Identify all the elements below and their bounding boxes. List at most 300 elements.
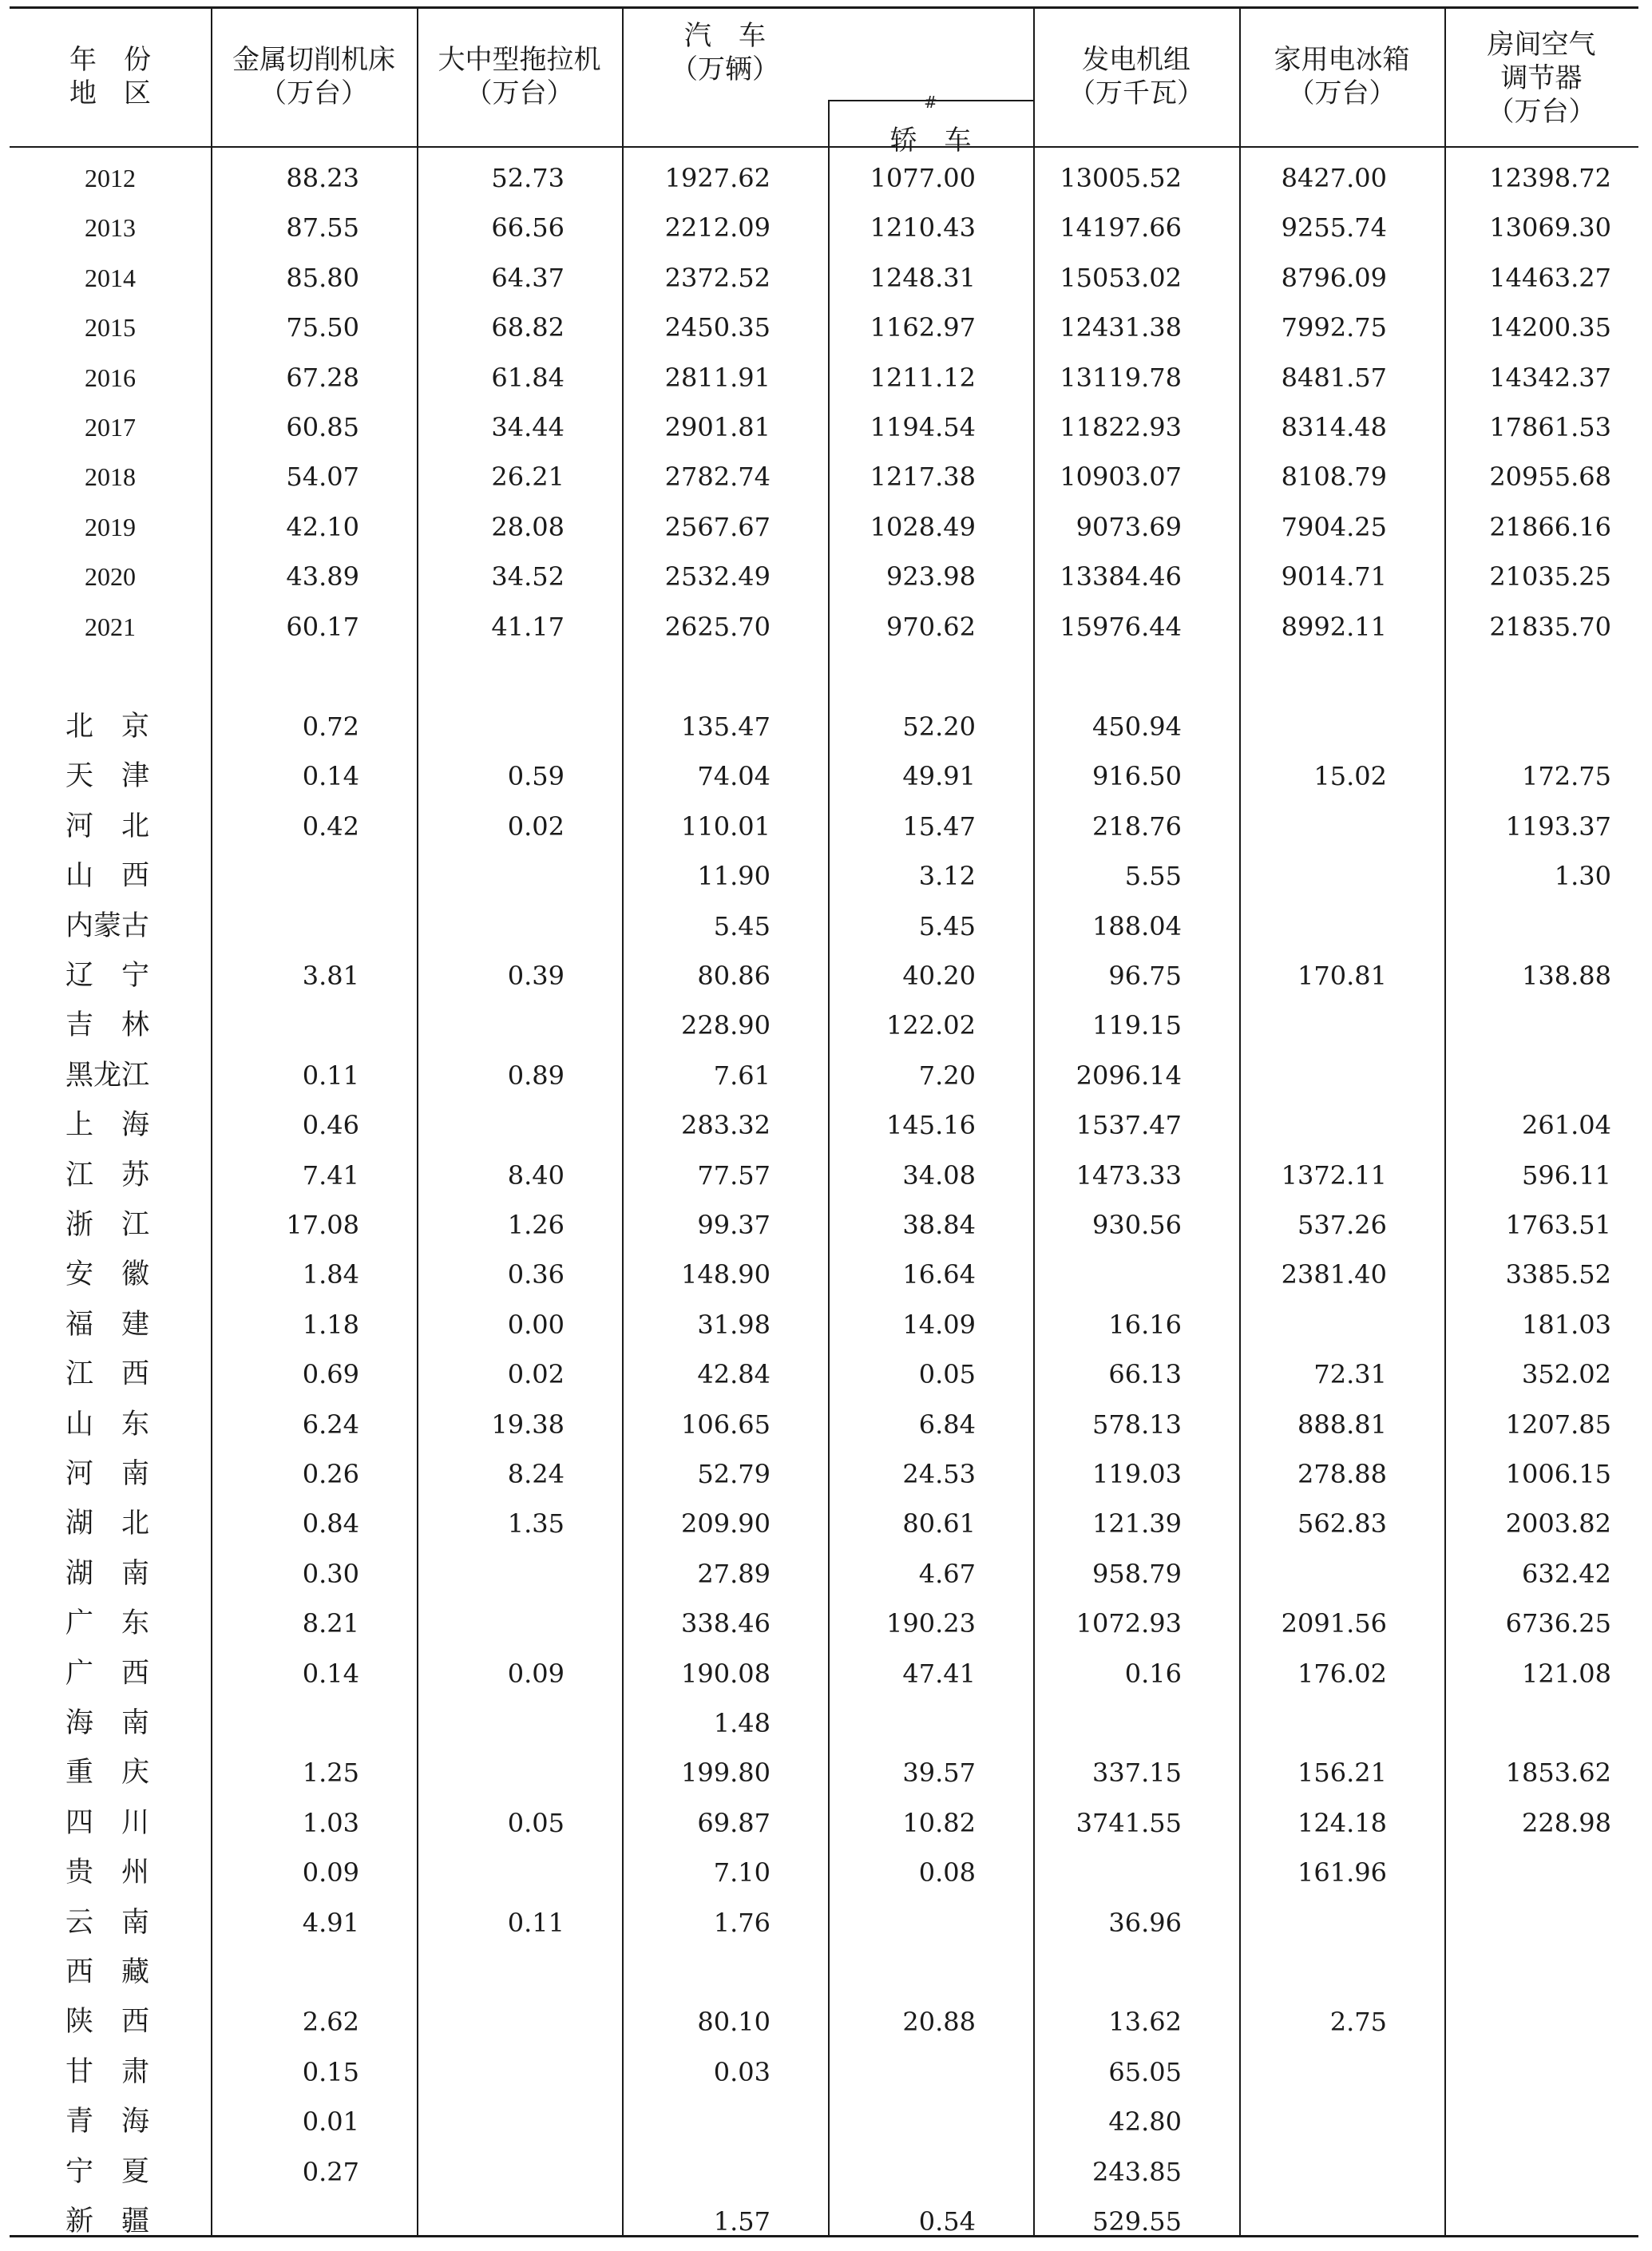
table-cell-cars: 49.91 [902,761,976,792]
region-label: 重 庆 [65,1757,150,1789]
table-cell-generator-sets: 10903.07 [1060,462,1182,493]
table-cell-generator-sets [1033,1948,1182,1997]
table-cell-refrigerators [1239,1898,1387,1948]
table-cell-refrigerators: 161.96 [1297,1857,1387,1888]
table-cell-air-conditioners: 21035.25 [1489,561,1611,592]
table-cell-automobiles: 1.57 [713,2206,771,2237]
table-cell-automobiles: 7.10 [713,1857,771,1888]
table-cell-refrigerators [1239,2197,1387,2246]
table-cell-metal-cutting-machines: 1.84 [302,1259,359,1290]
table-cell-generator-sets: 2096.14 [1076,1060,1182,1091]
table-cell-automobiles: 209.90 [681,1508,771,1540]
table-cell-tractors: 0.05 [507,1807,565,1838]
table-cell-tractors: 34.44 [491,412,565,442]
table-cell-refrigerators [1239,1698,1387,1748]
table-cell-air-conditioners: 3385.52 [1505,1259,1611,1290]
table-cell-refrigerators [1239,1948,1387,1997]
region-label: 江 苏 [65,1159,150,1191]
table-cell-automobiles: 2532.49 [664,561,771,592]
table-cell-automobiles [622,2147,771,2197]
table-cell-automobiles: 148.90 [681,1259,771,1290]
table-cell-air-conditioners [1444,902,1611,951]
table-cell-metal-cutting-machines: 0.42 [302,810,359,842]
table-cell-automobiles: 110.01 [681,810,771,842]
table-cell-metal-cutting-machines: 60.85 [286,412,359,442]
region-label: 吉 林 [65,1009,150,1042]
table-cell-cars: 1028.49 [870,511,976,542]
table-cell-metal-cutting-machines: 1.03 [302,1807,359,1838]
header-refrigerators [1239,13,1444,141]
table-cell-air-conditioners [1444,1051,1611,1100]
table-cell-metal-cutting-machines: 1.18 [302,1309,359,1340]
header-line [890,90,972,157]
table-cell-refrigerators [1239,902,1387,951]
region-label: 安 徽 [65,1258,150,1291]
table-cell-tractors: 0.36 [507,1259,565,1290]
table-cell-cars: 1248.31 [870,262,976,293]
table-cell-tractors: 34.52 [491,561,565,592]
table-cell-cars: 1162.97 [870,312,976,343]
table-cell-automobiles: 1.48 [713,1708,771,1738]
table-cell-metal-cutting-machines: 0.84 [302,1508,359,1540]
table-cell-metal-cutting-machines: 0.09 [302,1857,359,1888]
table-cell-tractors [417,1997,565,2047]
region-label: 河 北 [65,810,150,842]
table-cell-metal-cutting-machines [211,2197,359,2246]
region-label: 广 西 [65,1657,150,1690]
table-cell-automobiles: 135.47 [681,711,771,742]
table-cell-air-conditioners: 17861.53 [1489,412,1611,442]
table-cell-cars: 24.53 [902,1459,976,1489]
table-cell-cars: 1210.43 [870,212,976,244]
table-cell-automobiles: 74.04 [697,761,771,792]
table-cell-cars: 970.62 [886,611,976,642]
table-cell-metal-cutting-machines: 0.26 [302,1459,359,1489]
table-cell-tractors [417,1948,565,1997]
table-cell-tractors: 0.39 [507,961,565,991]
table-cell-air-conditioners [1444,1848,1611,1897]
header-year-region-line: 地 区 [69,77,151,109]
table-cell-air-conditioners [1444,702,1611,751]
table-cell-air-conditioners [1444,2147,1611,2197]
table-cell-automobiles: 2567.67 [664,511,771,542]
table-cell-automobiles: 7.61 [713,1060,771,1091]
table-cell-cars [828,1948,976,1997]
table-cell-generator-sets: 958.79 [1092,1558,1182,1589]
header-cars-label: 轿 车 [889,125,972,157]
table-cell-air-conditioners [1444,1898,1611,1948]
region-label: 河 南 [65,1458,150,1490]
table-cell-automobiles: 1.76 [713,1907,771,1938]
region-label: 贵 州 [65,1857,150,1889]
table-cell-automobiles: 80.86 [697,961,771,991]
table-cell-air-conditioners: 1207.85 [1505,1409,1611,1440]
table-cell-generator-sets: 450.94 [1092,711,1182,742]
table-cell-air-conditioners: 228.98 [1522,1807,1611,1838]
table-cell-automobiles: 228.90 [681,1010,771,1041]
table-cell-air-conditioners: 261.04 [1522,1110,1611,1141]
table-cell-metal-cutting-machines [211,902,359,951]
table-cell-automobiles: 2212.09 [664,212,771,244]
table-cell-generator-sets: 9073.69 [1076,511,1182,542]
table-cell-generator-sets: 13005.52 [1060,163,1182,193]
table-cell-cars [828,2047,976,2097]
table-cell-generator-sets: 916.50 [1092,761,1182,792]
table-cell-refrigerators: 156.21 [1297,1758,1387,1789]
table-cell-cars: 3.12 [918,861,976,892]
table-cell-air-conditioners: 14342.37 [1489,362,1611,393]
table-cell-air-conditioners: 121.08 [1522,1658,1611,1689]
table-cell-refrigerators [1239,2097,1387,2146]
year-label: 2015 [85,313,136,343]
table-cell-tractors: 0.02 [507,1359,565,1390]
year-label: 2019 [85,512,136,541]
table-cell-metal-cutting-machines: 0.69 [302,1359,359,1390]
table-cell-cars: 10.82 [902,1807,976,1838]
table-cell-generator-sets: 930.56 [1092,1210,1182,1240]
table-cell-tractors [417,1599,565,1648]
region-label: 西 藏 [65,1956,150,1988]
table-cell-refrigerators: 2.75 [1329,2007,1387,2038]
table-cell-generator-sets: 1072.93 [1076,1608,1182,1639]
table-cell-automobiles: 106.65 [681,1409,771,1440]
header-line: （万千瓦） [1068,77,1204,109]
header-year-region [10,13,211,141]
table-cell-tractors: 0.09 [507,1658,565,1689]
table-cell-air-conditioners: 21866.16 [1489,511,1611,542]
table-cell-air-conditioners: 21835.70 [1489,611,1611,642]
table-cell-tractors [417,2147,565,2197]
table-cell-air-conditioners: 2003.82 [1505,1508,1611,1540]
table-cell-tractors: 1.26 [507,1210,565,1240]
region-label: 湖 南 [65,1557,150,1590]
table-cell-automobiles: 80.10 [697,2007,771,2038]
region-label: 山 西 [65,860,150,893]
table-cell-tractors [417,1698,565,1748]
table-cell-tractors: 0.00 [507,1309,565,1340]
table-cell-air-conditioners: 352.02 [1522,1359,1611,1390]
table-cell-refrigerators: 8314.48 [1281,412,1387,442]
table-cell-automobiles [622,2097,771,2146]
header-line: （万台） [1487,96,1596,128]
table-cell-refrigerators: 1372.11 [1281,1159,1387,1191]
table-cell-metal-cutting-machines: 1.25 [302,1758,359,1789]
table-cell-air-conditioners [1444,1698,1611,1748]
table-cell-tractors [417,1100,565,1150]
top-rule [10,6,1638,9]
table-cell-generator-sets: 337.15 [1092,1758,1182,1789]
table-cell-metal-cutting-machines: 0.46 [302,1110,359,1141]
table-cell-air-conditioners [1444,2047,1611,2097]
table-cell-metal-cutting-machines: 0.30 [302,1558,359,1589]
table-cell-tractors: 28.08 [491,511,565,542]
table-cell-metal-cutting-machines: 0.01 [302,2106,359,2138]
table-cell-automobiles: 338.46 [681,1608,771,1639]
table-cell-air-conditioners [1444,2097,1611,2146]
region-label: 广 东 [65,1607,150,1640]
table-cell-metal-cutting-machines [211,851,359,901]
table-cell-metal-cutting-machines: 87.55 [286,212,359,244]
table-cell-air-conditioners: 596.11 [1522,1159,1611,1191]
table-cell-generator-sets: 13119.78 [1060,362,1182,393]
region-label: 内蒙古 [65,910,150,942]
table-cell-refrigerators: 562.83 [1297,1508,1387,1540]
table-cell-refrigerators: 176.02 [1297,1658,1387,1689]
table-cell-generator-sets: 13384.46 [1060,561,1182,592]
header-tractors [417,13,622,141]
header-generator-sets [1033,13,1239,141]
table-cell-tractors: 26.21 [491,462,565,493]
table-cell-cars [828,2147,976,2197]
region-label: 江 西 [65,1358,150,1391]
table-cell-cars [828,2097,976,2146]
table-cell-generator-sets: 12431.38 [1060,312,1182,343]
table-cell-tractors: 66.56 [491,212,565,244]
table-cell-generator-sets: 11822.93 [1060,412,1182,442]
header-line: （万台） [1287,77,1396,109]
table-cell-refrigerators: 537.26 [1297,1210,1387,1240]
table-cell-refrigerators [1239,851,1387,901]
table-cell-refrigerators: 9014.71 [1281,561,1387,592]
table-cell-air-conditioners: 1853.62 [1505,1758,1611,1789]
table-cell-metal-cutting-machines: 85.80 [286,262,359,293]
table-cell-metal-cutting-machines: 0.14 [302,1658,359,1689]
table-cell-cars: 14.09 [902,1309,976,1340]
header-line: 汽 车 [684,20,766,52]
region-label: 辽 宁 [65,960,150,992]
table-cell-generator-sets: 119.15 [1092,1010,1182,1041]
table-cell-cars: 34.08 [902,1159,976,1191]
table-cell-metal-cutting-machines: 6.24 [302,1409,359,1440]
table-cell-cars: 0.54 [918,2206,976,2237]
table-cell-cars: 6.84 [918,1409,976,1440]
table-cell-tractors [417,902,565,951]
header-line: 房间空气 [1487,29,1596,61]
table-cell-tractors: 0.59 [507,761,565,792]
table-cell-cars: 80.61 [902,1508,976,1540]
table-cell-tractors: 0.89 [507,1060,565,1091]
table-cell-air-conditioners: 20955.68 [1489,462,1611,493]
header-line: 大中型拖拉机 [438,44,601,76]
table-cell-cars: 5.45 [918,910,976,941]
table-cell-automobiles: 2782.74 [664,462,771,493]
year-label: 2014 [85,263,136,292]
table-cell-cars [828,1698,976,1748]
table-cell-metal-cutting-machines: 43.89 [286,561,359,592]
year-label: 2016 [85,363,136,392]
table-cell-generator-sets: 243.85 [1092,2156,1182,2187]
region-label: 陕 西 [65,2006,150,2039]
table-cell-tractors: 0.11 [507,1907,565,1938]
year-label: 2017 [85,413,136,442]
table-cell-air-conditioners: 1193.37 [1505,810,1611,842]
table-cell-generator-sets [1033,1698,1182,1748]
table-cell-metal-cutting-machines: 2.62 [302,2007,359,2038]
table-cell-automobiles: 5.45 [713,910,771,941]
table-cell-cars: 39.57 [902,1758,976,1789]
table-cell-generator-sets: 36.96 [1108,1907,1182,1938]
table-cell-cars: 20.88 [902,2007,976,2038]
table-cell-tractors: 19.38 [491,1409,565,1440]
table-cell-metal-cutting-machines [211,1001,359,1050]
table-cell-generator-sets: 529.55 [1092,2206,1182,2237]
table-cell-cars: 923.98 [886,561,976,592]
table-cell-air-conditioners: 6736.25 [1505,1608,1611,1639]
region-label: 浙 江 [65,1209,150,1241]
header-line: 家用电冰箱 [1274,44,1410,76]
region-label: 湖 北 [65,1508,150,1540]
table-cell-automobiles: 2901.81 [664,412,771,442]
region-label: 北 京 [65,711,150,743]
region-label: 黑龙江 [65,1059,150,1092]
table-cell-air-conditioners: 632.42 [1522,1558,1611,1589]
table-cell-metal-cutting-machines: 60.17 [286,611,359,642]
header-year-region-line: 年 份 [69,44,151,76]
region-label: 上 海 [65,1109,150,1142]
table-cell-refrigerators: 2381.40 [1281,1259,1387,1290]
table-cell-generator-sets: 5.55 [1124,861,1182,892]
table-cell-automobiles: 11.90 [697,861,771,892]
table-cell-automobiles: 190.08 [681,1658,771,1689]
table-cell-metal-cutting-machines: 42.10 [286,511,359,542]
table-cell-generator-sets: 15053.02 [1060,262,1182,293]
table-cell-refrigerators [1239,2147,1387,2197]
table-cell-metal-cutting-machines: 7.41 [302,1159,359,1191]
table-cell-cars: 4.67 [918,1558,976,1589]
table-cell-air-conditioners: 172.75 [1522,761,1611,792]
table-cell-refrigerators [1239,802,1387,851]
region-label: 新 疆 [65,2205,150,2237]
table-cell-generator-sets: 42.80 [1108,2106,1182,2138]
table-cell-refrigerators [1239,702,1387,751]
table-cell-tractors [417,2197,565,2246]
table-cell-tractors [417,2047,565,2097]
table-cell-air-conditioners: 13069.30 [1489,212,1611,244]
region-label: 四 川 [65,1806,150,1839]
table-cell-tractors [417,702,565,751]
table-cell-automobiles: 31.98 [697,1309,771,1340]
table-cell-air-conditioners [1444,1948,1611,1997]
table-cell-automobiles: 27.89 [697,1558,771,1589]
hash-marker: # [924,93,937,112]
header-cars [828,93,1033,157]
table-cell-automobiles: 52.79 [697,1459,771,1489]
region-label: 青 海 [65,2106,150,2138]
table-cell-automobiles: 2625.70 [664,611,771,642]
table-cell-generator-sets: 66.13 [1108,1359,1182,1390]
table-cell-air-conditioners [1444,1997,1611,2047]
table-cell-metal-cutting-machines [211,1948,359,1997]
table-cell-generator-sets: 188.04 [1092,910,1182,941]
table-cell-generator-sets: 121.39 [1092,1508,1182,1540]
table-cell-metal-cutting-machines: 0.27 [302,2156,359,2187]
table-cell-refrigerators: 9255.74 [1281,212,1387,244]
table-cell-refrigerators: 8796.09 [1281,262,1387,293]
year-label: 2012 [85,164,136,192]
year-label: 2020 [85,562,136,592]
table-cell-refrigerators: 7992.75 [1281,312,1387,343]
region-label: 海 南 [65,1707,150,1739]
table-cell-tractors: 8.40 [507,1159,565,1191]
table-cell-air-conditioners: 138.88 [1522,961,1611,991]
header-metal-cutting-machines [211,13,417,141]
table-cell-refrigerators: 170.81 [1297,961,1387,991]
table-cell-refrigerators: 278.88 [1297,1459,1387,1489]
region-label: 福 建 [65,1308,150,1341]
table-cell-refrigerators: 8481.57 [1281,362,1387,393]
table-cell-metal-cutting-machines: 67.28 [286,362,359,393]
table-cell-tractors [417,1848,565,1897]
table-cell-metal-cutting-machines: 54.07 [286,462,359,493]
table-cell-automobiles: 283.32 [681,1110,771,1141]
table-cell-automobiles: 69.87 [697,1807,771,1838]
table-cell-generator-sets [1033,1250,1182,1299]
table-cell-metal-cutting-machines: 8.21 [302,1608,359,1639]
table-cell-generator-sets [1033,1848,1182,1897]
table-cell-tractors: 1.35 [507,1508,565,1540]
table-cell-generator-sets: 65.05 [1108,2056,1182,2087]
header-air-conditioners [1444,14,1638,142]
table-cell-tractors [417,2097,565,2146]
table-cell-tractors: 0.02 [507,810,565,842]
table-cell-air-conditioners: 14200.35 [1489,312,1611,343]
table-cell-automobiles: 2811.91 [664,362,771,393]
table-cell-cars: 7.20 [918,1060,976,1091]
table-cell-air-conditioners [1444,1001,1611,1050]
year-label: 2013 [85,213,136,243]
table-cell-cars: 145.16 [886,1110,976,1141]
table-cell-air-conditioners: 1.30 [1554,861,1611,892]
table-cell-metal-cutting-machines: 0.11 [302,1060,359,1091]
table-cell-generator-sets: 14197.66 [1060,212,1182,244]
region-label: 天 津 [65,760,150,793]
header-bottom-rule [10,146,1638,148]
table-cell-generator-sets: 119.03 [1092,1459,1182,1489]
table-cell-automobiles: 0.03 [713,2056,771,2087]
table-cell-metal-cutting-machines: 0.72 [302,711,359,742]
table-cell-air-conditioners: 14463.27 [1489,262,1611,293]
table-cell-cars: 1077.00 [870,163,976,193]
table-cell-cars: 16.64 [902,1259,976,1290]
table-cell-generator-sets: 218.76 [1092,810,1182,842]
table-cell-cars: 47.41 [902,1658,976,1689]
table-cell-cars: 1194.54 [870,412,976,442]
table-cell-cars: 0.08 [918,1857,976,1888]
table-cell-cars: 40.20 [902,961,976,991]
table-cell-cars [828,1898,976,1948]
table-cell-refrigerators [1239,1300,1387,1349]
table-cell-tractors [417,1748,565,1797]
table-cell-tractors: 52.73 [491,163,565,193]
region-label: 宁 夏 [65,2155,150,2188]
table-cell-cars: 1217.38 [870,462,976,493]
table-cell-tractors: 41.17 [491,611,565,642]
table-cell-tractors: 8.24 [507,1459,565,1489]
table-cell-refrigerators: 7904.25 [1281,511,1387,542]
table-cell-generator-sets: 16.16 [1108,1309,1182,1340]
table-cell-refrigerators [1239,1549,1387,1599]
table-cell-generator-sets: 0.16 [1124,1658,1182,1689]
table-cell-cars: 122.02 [886,1010,976,1041]
header-line: （万辆） [671,54,779,85]
table-cell-generator-sets: 3741.55 [1076,1807,1182,1838]
table-cell-automobiles: 42.84 [697,1359,771,1390]
header-automobiles [622,13,828,93]
table-cell-metal-cutting-machines: 75.50 [286,312,359,343]
table-cell-cars: 1211.12 [870,362,976,393]
table-cell-air-conditioners: 181.03 [1522,1309,1611,1340]
table-cell-refrigerators: 15.02 [1313,761,1387,792]
